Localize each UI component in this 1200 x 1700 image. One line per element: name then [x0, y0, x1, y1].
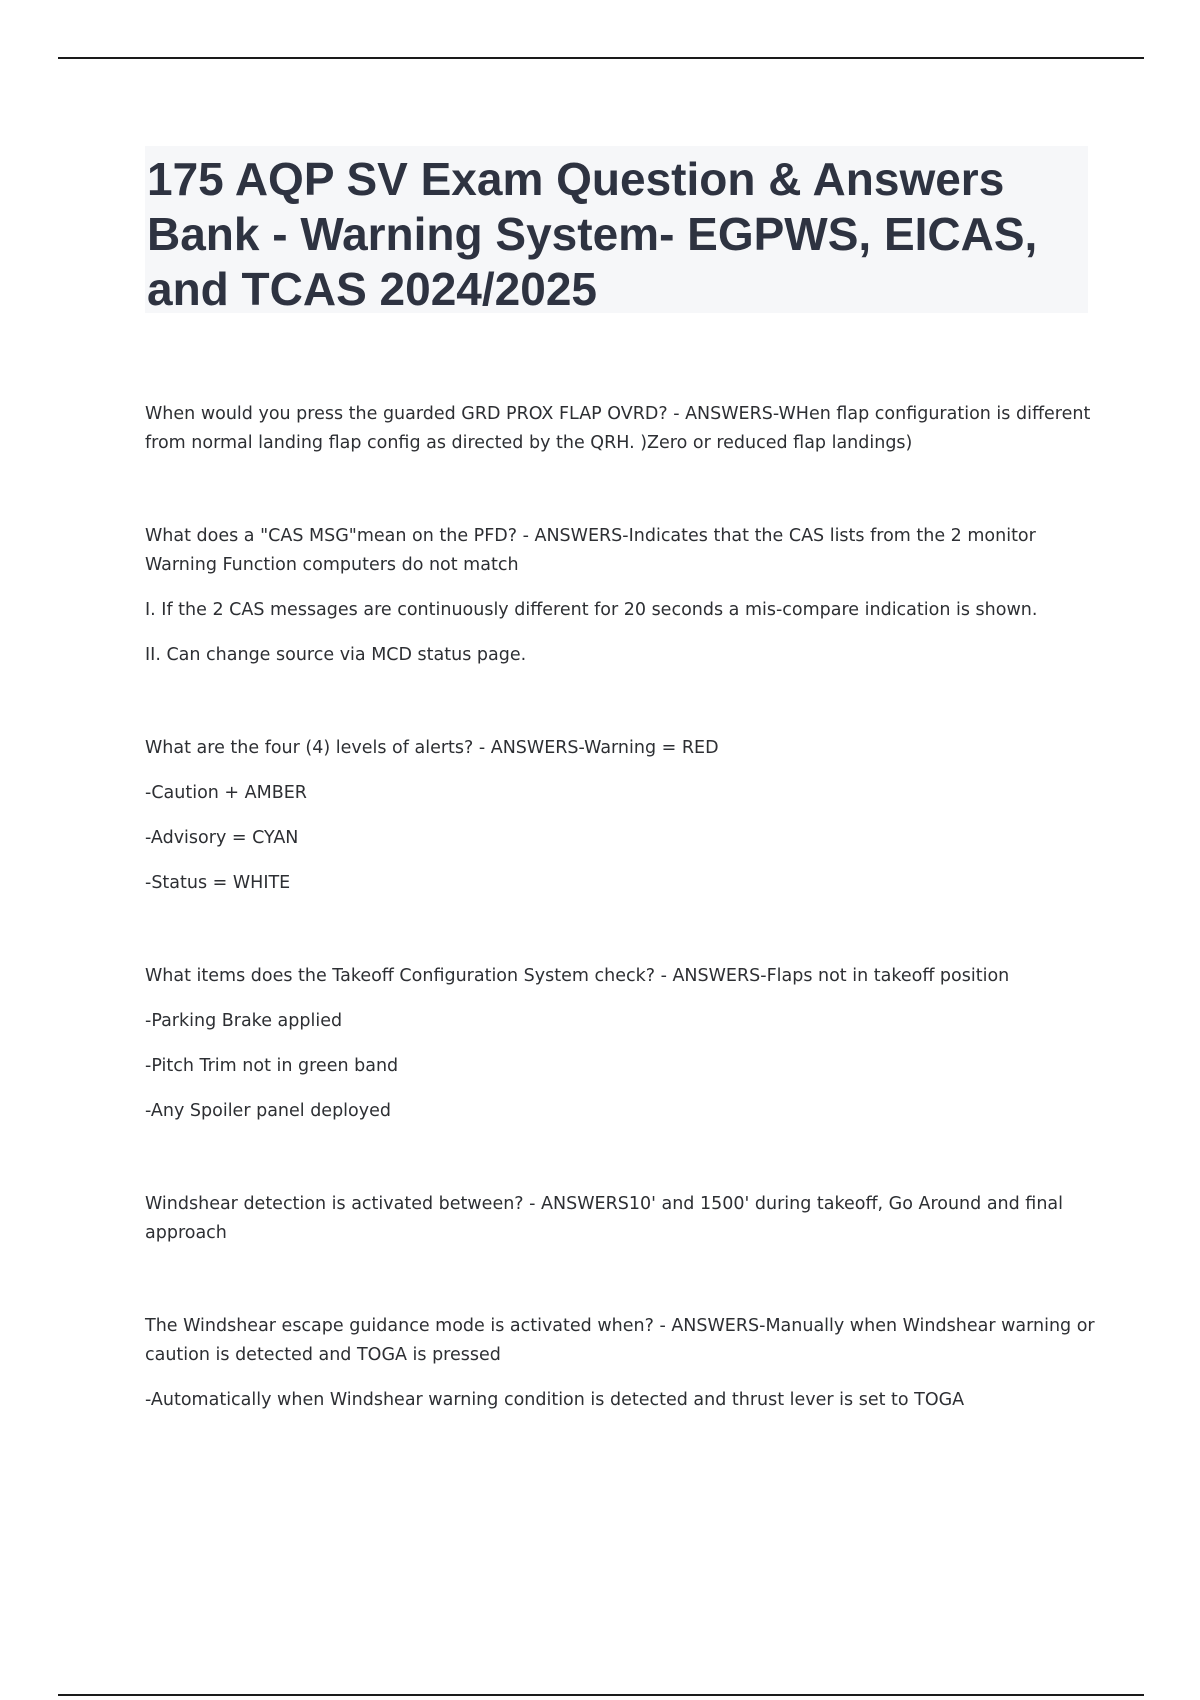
answer-line: -Any Spoiler panel deployed	[145, 1101, 391, 1121]
qa-item	[145, 962, 1095, 1126]
question-answer-text: What are the four (4) levels of alerts? - ANSWERS-Warning = RED	[145, 738, 719, 758]
answer-line: II. Can change source via MCD status page.	[145, 645, 527, 665]
question-answer-text: What does a "CAS MSG"mean on the PFD? - ANSWERS-Indicates that the CAS lists from the 2 monitor Warning Function computers do not match	[145, 526, 1036, 575]
qa-list	[145, 400, 1095, 1479]
qa-item	[145, 522, 1095, 670]
answer-line: -Parking Brake applied	[145, 1011, 343, 1031]
qa-item	[145, 1190, 1095, 1248]
question-answer-text: What items does the Takeoff Configuration System check? - ANSWERS-Flaps not in takeoff position	[145, 966, 1010, 986]
qa-item	[145, 1312, 1095, 1415]
question-answer-text: Windshear detection is activated between? - ANSWERS10' and 1500' during takeoff, Go Around and final approach	[145, 1194, 1064, 1243]
qa-item	[145, 734, 1095, 898]
question-answer-text: When would you press the guarded GRD PROX FLAP OVRD? - ANSWERS-WHen flap configuration is different from normal landing flap config as directed by the QRH. )Zero or reduced flap landings)	[145, 404, 1091, 453]
answer-line: -Caution + AMBER	[145, 783, 307, 803]
question-answer-text: The Windshear escape guidance mode is activated when? - ANSWERS-Manually when Windshear warning or caution is detected and TOGA is pressed	[145, 1316, 1095, 1365]
answer-line: I. If the 2 CAS messages are continuously different for 20 seconds a mis-compare indication is shown.	[145, 600, 1038, 620]
title-block	[145, 146, 1088, 313]
qa-item	[145, 400, 1095, 458]
header-rule	[58, 57, 1144, 59]
footer-rule	[58, 1694, 1144, 1696]
document-title: 175 AQP SV Exam Question & Answers Bank - Warning System- EGPWS, EICAS, and TCAS 2024/2025	[147, 153, 1038, 315]
answer-line: -Status = WHITE	[145, 873, 291, 893]
answer-line: -Pitch Trim not in green band	[145, 1056, 399, 1076]
answer-line: -Automatically when Windshear warning condition is detected and thrust lever is set to TOGA	[145, 1390, 965, 1410]
answer-line: -Advisory = CYAN	[145, 828, 299, 848]
